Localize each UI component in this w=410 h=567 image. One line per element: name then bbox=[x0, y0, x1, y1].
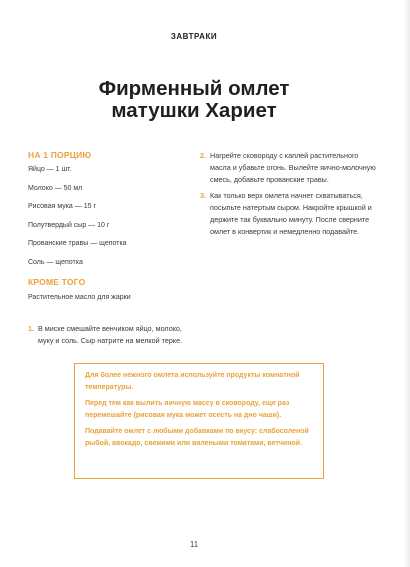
tips-box bbox=[74, 363, 324, 479]
tip-item: Подавайте омлет с любыми добавками по вкусу: слабосоленой рыбой, авокадо, свежими или вялеными томатами, ветчиной. bbox=[85, 428, 309, 447]
ingredient-item: Яйцо — 1 шт. bbox=[28, 166, 72, 173]
tip-item: Для более нежного омлета используйте продукты комнатной температуры. bbox=[85, 372, 300, 391]
ingredient-item: Соль — щепотка bbox=[28, 258, 83, 266]
ingredients-heading: НА 1 ПОРЦИЮ bbox=[28, 150, 92, 160]
left-column bbox=[28, 150, 186, 347]
recipe-title-line-2: матушки Хариет bbox=[111, 99, 277, 122]
step-1 bbox=[28, 323, 186, 347]
recipe-title bbox=[0, 78, 388, 122]
right-column bbox=[200, 150, 378, 242]
step-number: 1. bbox=[28, 324, 34, 333]
step-number: 3. bbox=[200, 191, 206, 200]
ingredient-item: Полутвердый сыр — 10 г bbox=[28, 221, 110, 229]
step-text: Нагрейте сковороду с каплей растительного масла и убавьте огонь. Вылейте яично-молочную смесь, добавьте прованские травы. bbox=[210, 151, 376, 184]
step-text: Как только верх омлета начнет схватываться, посыпьте натертым сыром. Накройте крышкой и держите так буквально минуту. После сверните омлет в конвертик и немедленно подавайте. bbox=[210, 191, 372, 236]
ingredient-item: Прованские травы — щепотка bbox=[28, 240, 127, 247]
recipe-title-line-1: Фирменный омлет bbox=[98, 77, 290, 100]
step-3 bbox=[200, 190, 378, 238]
page-number: 11 bbox=[189, 540, 199, 549]
tip-item: Перед тем как вылить яичную массу в сковороду, еще раз перемешайте (рисовая мука может осесть на дно чаши). bbox=[85, 400, 290, 419]
step-number: 2. bbox=[200, 151, 206, 160]
extras-heading: КРОМЕ ТОГО bbox=[28, 277, 86, 287]
step-2 bbox=[200, 150, 378, 186]
ingredients-list bbox=[28, 166, 186, 267]
page-binding-shadow bbox=[404, 0, 410, 567]
ingredient-item: Молоко — 50 мл bbox=[28, 184, 83, 192]
section-tag: ЗАВТРАКИ bbox=[170, 32, 218, 41]
extras-item: Растительное масло для жарки bbox=[28, 294, 131, 301]
ingredient-item: Рисовая мука — 15 г bbox=[28, 203, 96, 210]
step-text: В миске смешайте венчиком яйцо, молоко, муку и соль. Сыр натрите на мелкой терке. bbox=[38, 324, 183, 345]
